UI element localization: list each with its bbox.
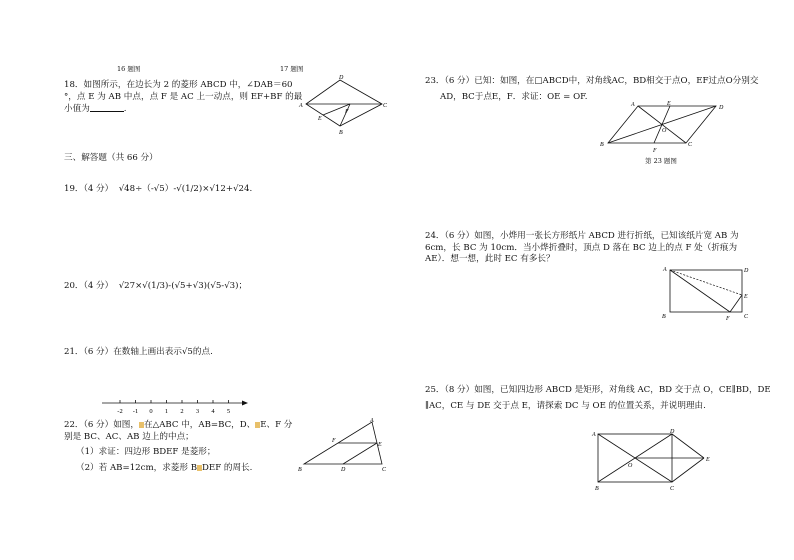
- q22-sub2-part2: DEF 的周长.: [202, 462, 253, 473]
- q18-line1: 18．如图所示，在边长为 2 的菱形 ABCD 中，∠DAB＝60: [64, 80, 293, 90]
- question-25: [425, 385, 775, 412]
- q24-line3: AE）．想一想，此时 EC 有多长？: [425, 254, 555, 265]
- rhombus-label-a: A: [299, 103, 303, 109]
- triangle-figure: [296, 414, 396, 472]
- triangle-label-c: C: [382, 467, 387, 472]
- q25-line2: ∥AC，CE 与 DE 交于点 E，请探索 DC 与 OE 的位置关系，并说明理由.: [425, 400, 706, 411]
- q22-sub2-part1: （2）若 AB=12cm，求菱形 B: [76, 462, 198, 473]
- rect25-label-d: D: [670, 429, 675, 435]
- para-label-a: A: [631, 102, 635, 108]
- rhombus-label-b: B: [339, 130, 343, 136]
- question-24: [425, 231, 770, 266]
- rhombus-figure: [298, 74, 390, 136]
- question-22: [64, 420, 294, 474]
- rect25-label-o: O: [628, 463, 633, 469]
- rhombus-label-e: E: [318, 116, 322, 122]
- number-line-tick-label: 1: [164, 408, 169, 415]
- parallelogram-figure: [598, 98, 728, 154]
- triangle-label-f: F: [332, 438, 336, 444]
- triangle-label-e: E: [378, 442, 382, 448]
- q24-line2: 6cm，长 BC 为 10cm．当小烨折叠时，顶点 D 落在 BC 边上的点 F 处（折痕为: [425, 242, 738, 253]
- rect25-label-a: A: [592, 432, 596, 438]
- number-line: [100, 398, 250, 416]
- number-line-tick-label: -2: [117, 408, 123, 415]
- section-heading: 三、解答题（共 66 分）: [64, 153, 158, 163]
- q22-line1-part1: 22．（6 分）如图，: [64, 420, 139, 430]
- q19-prefix: 19．（4 分）: [64, 184, 114, 194]
- fig17-caption: 17 题图: [280, 65, 304, 73]
- q22-line2: 别是 BC、AC、AB 边上的中点；: [64, 431, 194, 442]
- question-21: 21．（6 分）在数轴上画出表示√5的点.: [64, 347, 213, 357]
- question-18: 18．如图所示，在边长为 2 的菱形 ABCD 中，∠DAB＝60 °，点 E 为 AB 中点，点 F 是 AC 上一动点，则 EF+BF 的最 小值为 .: [64, 80, 303, 115]
- q18-line3: 小值为: [64, 104, 90, 115]
- q24-line1: 24．（6 分）如图，小烨用一张长方形纸片 ABCD 进行折纸，已知该纸片宽 AB 为: [425, 231, 739, 241]
- para-label-c: C: [688, 142, 693, 148]
- fold-label-e: E: [744, 294, 748, 300]
- rectangle-oe-figure: [590, 428, 720, 492]
- number-line-tick-label: 0: [149, 408, 153, 415]
- para-label-f: F: [653, 148, 657, 154]
- rhombus-label-d: D: [339, 75, 344, 81]
- question-20: [64, 281, 247, 293]
- q22-line1-part3: E、F 分: [260, 420, 293, 430]
- q20-prefix: 20．（4 分）: [64, 281, 114, 291]
- q23-line2: AD，BC于点E，F．求证：OE = OF.: [440, 91, 588, 102]
- question-19: [64, 184, 252, 196]
- number-line-tick-label: 4: [211, 408, 215, 415]
- number-line-tick-label: 2: [180, 408, 184, 415]
- fig16-caption: 16 题图: [117, 65, 141, 73]
- fold-label-a: A: [663, 267, 667, 273]
- triangle-label-b: B: [298, 467, 302, 472]
- rhombus-label-f: F: [345, 109, 349, 115]
- triangle-label-a: A: [370, 418, 374, 424]
- para-label-d: D: [719, 105, 724, 111]
- fold-label-b: B: [662, 314, 666, 320]
- triangle-label-d: D: [341, 467, 346, 472]
- rect25-label-e: E: [706, 457, 710, 463]
- rhombus-label-c: C: [383, 103, 388, 109]
- answer-blank: [90, 103, 124, 112]
- q20-expression: √27×√(1/3)-(√5+√3)(√5-√3)；: [118, 281, 248, 291]
- number-line-tick-label: -1: [132, 408, 139, 415]
- para-label-e: E: [667, 101, 671, 107]
- q19-expression: √48÷（-√5）-√(1/2)×√12+√24.: [118, 184, 253, 194]
- rect25-label-c: C: [670, 486, 675, 492]
- fold-label-c: C: [744, 314, 749, 320]
- number-line-tick-label: 3: [195, 408, 200, 415]
- para-label-b: B: [600, 142, 604, 148]
- q25-line1: 25．（8 分）如图，已知四边形 ABCD 是矩形，对角线 AC，BD 交于点 O，CE∥BD，DE: [425, 385, 771, 395]
- q23-line1: 23．（6 分）已知：如图，在□ABCD中，对角线AC，BD相交于点O，EF过点O分别交: [425, 76, 759, 86]
- rect25-label-b: B: [595, 486, 599, 492]
- q18-line2: °，点 E 为 AB 中点，点 F 是 AC 上一动点，则 EF+BF 的最: [64, 91, 303, 102]
- fold-label-f: F: [726, 316, 730, 322]
- fold-label-d: D: [744, 268, 749, 274]
- fig23-caption: 第 23 题图: [645, 157, 677, 165]
- fold-rectangle-figure: [658, 262, 758, 322]
- para-label-o: O: [662, 128, 667, 134]
- number-line-tick-label: 5: [226, 408, 231, 415]
- q22-line1-part2: 在△ABC 中，AB=BC，D、: [144, 420, 256, 430]
- q22-sub1: （1）求证：四边形 BDEF 是菱形；: [76, 447, 216, 458]
